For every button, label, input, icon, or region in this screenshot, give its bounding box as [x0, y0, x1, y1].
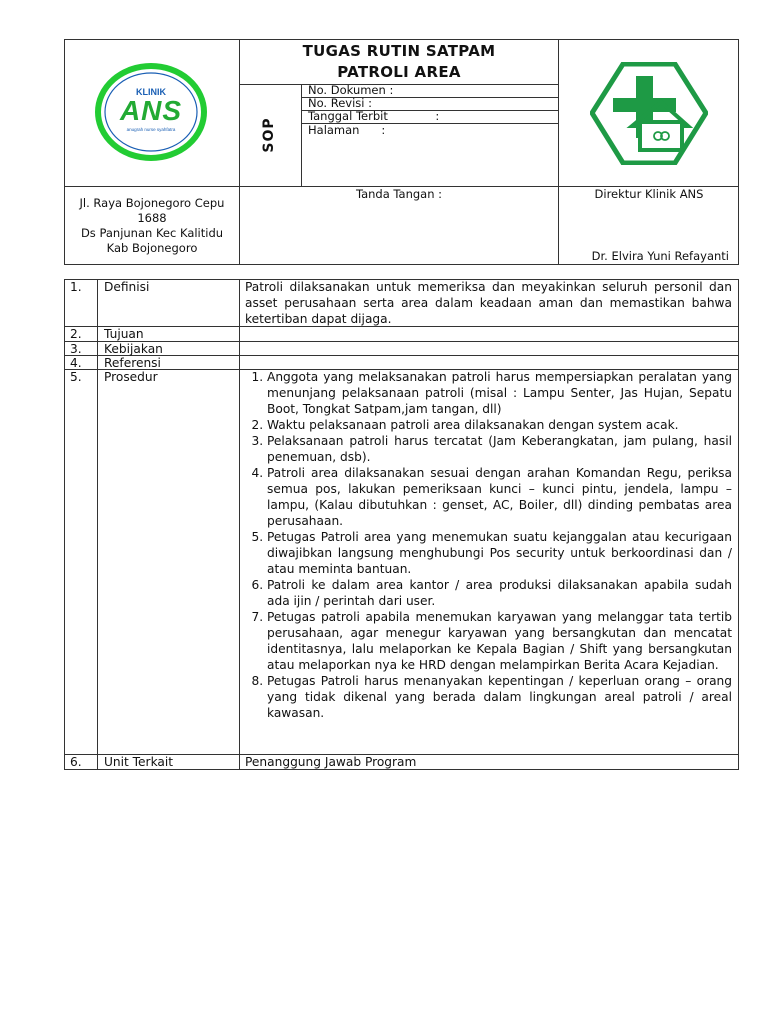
clinic-logo-top-text: KLINIK — [136, 87, 166, 97]
document-title-line2: PATROLI AREA — [337, 63, 461, 81]
signature-label: Tanda Tangan : — [355, 187, 443, 201]
meta-halaman: Halaman : — [308, 123, 386, 137]
row-number: 3. — [70, 342, 82, 356]
row-number: 4. — [70, 356, 82, 370]
header-divider — [558, 39, 559, 265]
prosedur-step: 4. Patroli area dilaksanakan sesuai dengan arahan Komandan Regu, periksa semua pos, lakukan pemeriksaan kunci – kunci pintu, jendela, lampu – lampu, (Kalau dibutuhkan : genset, AC, Boiler, dll) dinding pembatas area perusahaan. — [267, 465, 732, 529]
row-label-definisi: Definisi — [104, 280, 150, 294]
row-number: 2. — [70, 327, 82, 341]
health-cross-icon — [590, 62, 708, 165]
meta-tanggal-terbit: Tanggal Terbit : — [308, 109, 440, 123]
prosedur-step: 2. Waktu pelaksanaan patroli area dilaksanakan dengan system acak. — [267, 417, 732, 433]
meta-no-revisi: No. Revisi : — [308, 96, 373, 110]
prosedur-step: 7. Petugas patroli apabila menemukan karyawan yang melanggar tata tertib perusahaan, agar menegur karyawan yang bersangkutan dan mencatat identitasnya, lalu melaporkan ke Kepala Bagian / Shift yang bersangkutan atau melaporkan nya ke HRD dengan melampirkan Berita Acara Kejadian. — [267, 609, 732, 673]
row-number: 1. — [70, 280, 82, 294]
row-label-referensi: Referensi — [104, 356, 161, 370]
row-label-tujuan: Tujuan — [104, 327, 144, 341]
address-line: 1688 — [137, 211, 167, 225]
table-divider — [64, 355, 739, 356]
prosedur-steps — [241, 369, 732, 721]
prosedur-step: 6. Patroli ke dalam area kantor / area produksi dilaksanakan apabila sudah ada ijin / perintah dari user. — [267, 577, 732, 609]
meta-no-dokumen: No. Dokumen : — [308, 83, 394, 97]
row-label-kebijakan: Kebijakan — [104, 342, 163, 356]
row-label-unit-terkait: Unit Terkait — [104, 755, 174, 769]
header-divider — [239, 84, 559, 85]
table-divider — [97, 279, 98, 770]
prosedur-step: 5. Petugas Patroli area yang menemukan suatu kejanggalan atau kecurigaan diwajibkan langsung menghubungi Pos security untuk berkoordinasi dan / atau meminta bantuan. — [267, 529, 732, 577]
row-number: 6. — [70, 755, 82, 769]
row-number: 5. — [70, 370, 82, 384]
address-line: Jl. Raya Bojonegoro Cepu — [79, 196, 225, 210]
sop-label: SOP — [261, 117, 277, 153]
unit-terkait-text: Penanggung Jawab Program — [245, 755, 417, 769]
clinic-logo-tagline: anugrah nurse syahfatra — [126, 127, 176, 132]
table-divider — [239, 279, 240, 770]
director-title: Direktur Klinik ANS — [594, 187, 704, 201]
address-line: Kab Bojonegoro — [106, 241, 198, 255]
definisi-text: Patroli dilaksanakan untuk memeriksa dan meyakinkan seluruh personil dan asset perusahaan serta area dalam keadaan aman dan memastikan bahwa ketertiban dapat dijaga. — [245, 280, 732, 326]
director-name: Dr. Elvira Yuni Refayanti — [591, 249, 729, 263]
address-line: Ds Panjunan Kec Kalitidu — [80, 226, 224, 240]
document-title — [240, 41, 558, 83]
row-label-prosedur: Prosedur — [104, 370, 158, 384]
clinic-logo-main-text: ANS — [119, 95, 183, 126]
table-divider — [64, 341, 739, 342]
document-title-line1: TUGAS RUTIN SATPAM — [302, 42, 496, 60]
clinic-address — [64, 196, 240, 256]
prosedur-step: 8. Petugas Patroli harus menanyakan kepentingan / keperluan orang – orang yang tidak dikenal yang berada dalam lingkungan areal patroli / areal kawasan. — [267, 673, 732, 721]
prosedur-list — [241, 369, 732, 721]
prosedur-step: 3. Pelaksanaan patroli harus tercatat (Jam Keberangkatan, jam pulang, hasil penemuan, dsb). — [267, 433, 732, 465]
prosedur-step: 1. Anggota yang melaksanakan patroli harus mempersiapkan peralatan yang menunjang pelaksanaan patroli (misal : Lampu Senter, Jas Hujan, Sepatu Boot, Tongkat Satpam,jam tangan, dll) — [267, 369, 732, 417]
